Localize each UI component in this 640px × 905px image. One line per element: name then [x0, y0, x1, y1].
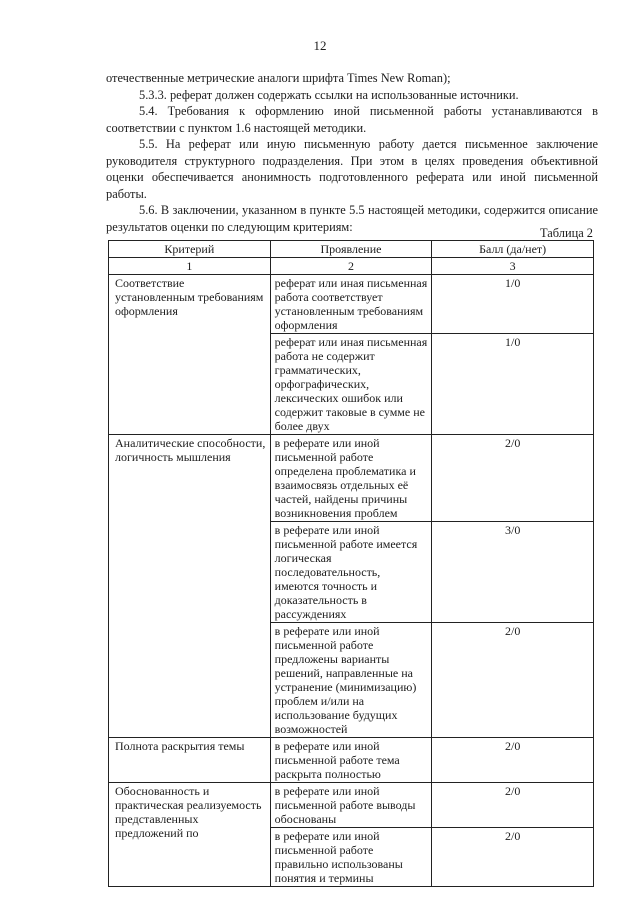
- score-cell: 1/0: [432, 275, 594, 334]
- criterion-cell: Полнота раскрытия темы: [109, 738, 271, 783]
- manifestation-cell: реферат или иная письменная работа не содержит грамматических, орфографических, лексических ошибок или содержит таковые в сумме не более двух: [270, 334, 432, 435]
- manifestation-cell: реферат или иная письменная работа соответствует установленным требованиям оформления: [270, 275, 432, 334]
- table-row: [109, 334, 594, 435]
- criterion-cell: Обоснованность и практическая реализуемость представленных предложений по: [109, 783, 271, 887]
- body-text: [106, 70, 598, 235]
- table-row: [109, 275, 594, 334]
- score-cell: 3/0: [432, 522, 594, 623]
- header-manifestation: Проявление: [270, 241, 432, 258]
- table-row: [109, 738, 594, 783]
- score-cell: 2/0: [432, 623, 594, 738]
- score-cell: 2/0: [432, 435, 594, 522]
- criterion-cell-continued: [109, 522, 271, 623]
- manifestation-cell: в реферате или иной письменной работе предложены варианты решений, направленные на устранение (минимизацию) проблем и/или на использование будущих возможностей: [270, 623, 432, 738]
- criteria-table: [108, 240, 594, 887]
- table-row: [109, 623, 594, 738]
- header-score: Балл (да/нет): [432, 241, 594, 258]
- criterion-cell: Соответствие установленным требованиям оформления: [109, 275, 271, 334]
- paragraph: 5.6. В заключении, указанном в пункте 5.5 настоящей методики, содержится описание результатов оценки по следующим критериям:: [106, 203, 598, 234]
- paragraph: 5.5. На реферат или иную письменную работу дается письменное заключение руководителя структурного подразделения. При этом в целях проведения объективной оценки обеспечивается анонимность подготовленного реферата или иной письменной работы.: [106, 137, 598, 201]
- column-number: 2: [270, 258, 432, 275]
- table-caption: Таблица 2: [540, 226, 593, 240]
- score-cell: 2/0: [432, 738, 594, 783]
- table-header-row: [109, 241, 594, 258]
- column-number-row: [109, 258, 594, 275]
- manifestation-cell: в реферате или иной письменной работе имеется логическая последовательность, имеются точность и доказательность в рассуждениях: [270, 522, 432, 623]
- page-number: 12: [313, 38, 327, 53]
- manifestation-cell: в реферате или иной письменной работе тема раскрыта полностью: [270, 738, 432, 783]
- column-number: 3: [432, 258, 594, 275]
- paragraph: 5.3.3. реферат должен содержать ссылки на использованные источники.: [139, 87, 519, 102]
- paragraph: отечественные метрические аналоги шрифта Times New Roman);: [106, 71, 451, 85]
- manifestation-cell: в реферате или иной письменной работе выводы обоснованы: [270, 783, 432, 828]
- score-cell: 1/0: [432, 334, 594, 435]
- score-cell: 2/0: [432, 828, 594, 887]
- criterion-cell-continued: [109, 623, 271, 738]
- table-row: [109, 783, 594, 828]
- criterion-cell: Аналитические способности, логичность мышления: [109, 435, 271, 522]
- paragraph: 5.4. Требования к оформлению иной письменной работы устанавливаются в соответствии с пунктом 1.6 настоящей методики.: [106, 104, 598, 135]
- criterion-cell-continued: [109, 334, 271, 435]
- manifestation-cell: в реферате или иной письменной работе правильно использованы понятия и термины: [270, 828, 432, 887]
- score-cell: 2/0: [432, 783, 594, 828]
- column-number: 1: [109, 258, 271, 275]
- header-criterion: Критерий: [109, 241, 271, 258]
- manifestation-cell: в реферате или иной письменной работе определена проблематика и взаимосвязь отдельных её частей, найдены причины возникновения проблем: [270, 435, 432, 522]
- table-row: [109, 522, 594, 623]
- table-row: [109, 435, 594, 522]
